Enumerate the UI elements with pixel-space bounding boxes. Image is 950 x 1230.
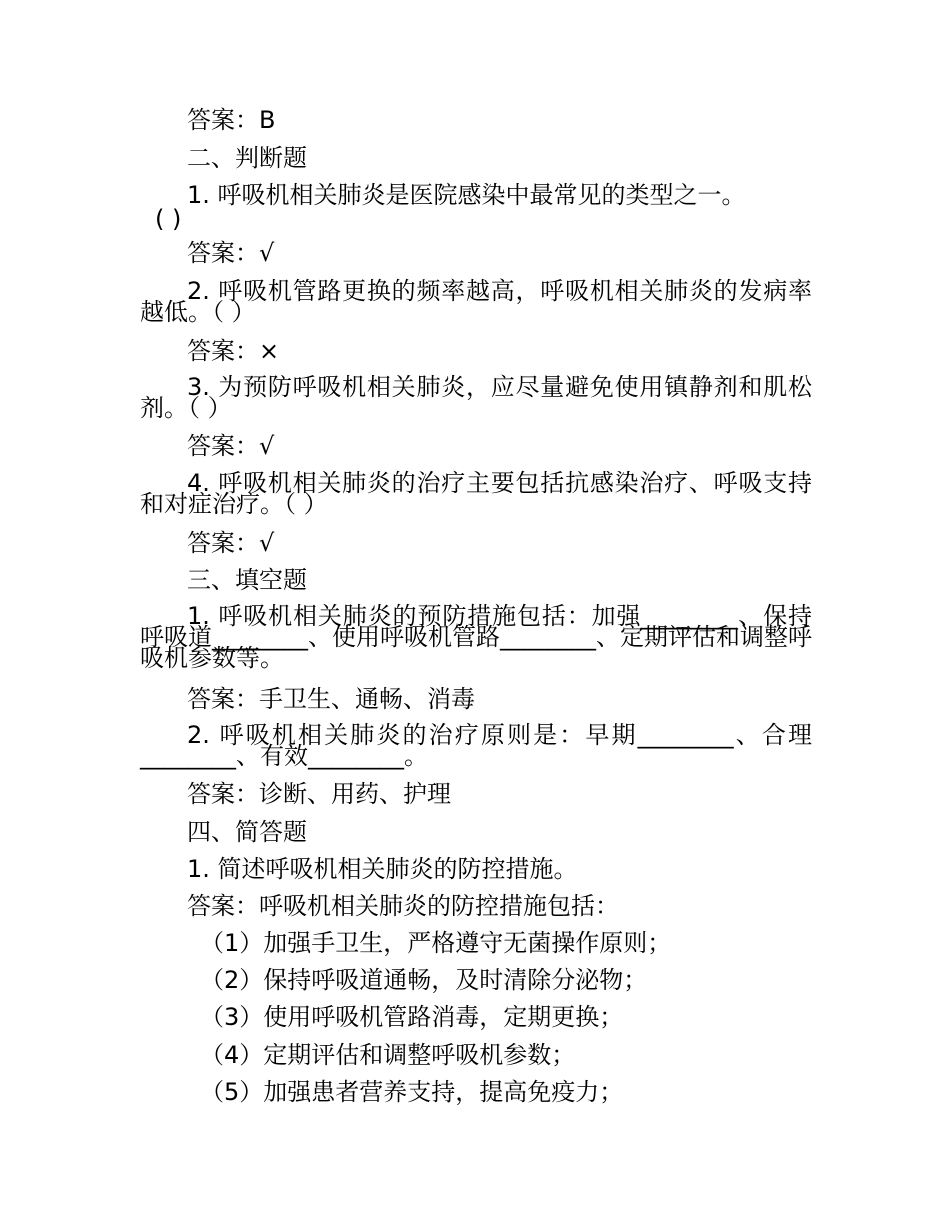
question-text: 2. 呼吸机管路更换的频率越高，呼吸机相关肺炎的发病率越低。（ ） <box>140 277 812 326</box>
answer-text: 答案：呼吸机相关肺炎的防控措施包括： <box>187 892 619 920</box>
answer-text: 答案：√ <box>187 529 275 557</box>
answer-text: 答案：B <box>187 106 276 134</box>
question-text: 1. 呼吸机相关肺炎的预防措施包括：加强________、保持呼吸道________、使用呼吸机管路________、定期评估和调整呼吸机参数等。 <box>140 602 812 672</box>
answer-text: 答案：× <box>187 337 280 365</box>
answer-text: 答案：诊断、用药、护理 <box>187 780 451 808</box>
answer-text: 答案：√ <box>187 239 275 267</box>
answer-point: （5）加强患者营养支持，提高免疫力； <box>200 1078 624 1106</box>
section-heading: 二、判断题 <box>187 144 307 172</box>
section-heading: 三、填空题 <box>187 566 307 594</box>
answer-point: （4）定期评估和调整呼吸机参数； <box>200 1041 576 1069</box>
answer-point: （1）加强手卫生，严格遵守无菌操作原则； <box>200 929 672 957</box>
answer-point: （3）使用呼吸机管路消毒，定期更换； <box>200 1003 624 1031</box>
answer-text: 答案：手卫生、通畅、消毒 <box>187 685 475 713</box>
question-continuation: ( ) <box>155 205 182 233</box>
question-text: 3. 为预防呼吸机相关肺炎，应尽量避免使用镇静剂和肌松剂。（ ） <box>140 373 812 422</box>
question-text: 2. 呼吸机相关肺炎的治疗原则是：早期________、合理________、有效________。 <box>140 721 812 770</box>
question-text: 1. 呼吸机相关肺炎是医院感染中最常见的类型之一。 <box>187 181 746 209</box>
question-text: 4. 呼吸机相关肺炎的治疗主要包括抗感染治疗、呼吸支持和对症治疗。（ ） <box>140 469 812 518</box>
answer-point: （2）保持呼吸道通畅，及时清除分泌物； <box>200 966 648 994</box>
question-text: 1. 简述呼吸机相关肺炎的防控措施。 <box>187 855 578 883</box>
section-heading: 四、简答题 <box>187 818 307 846</box>
answer-text: 答案：√ <box>187 432 275 460</box>
